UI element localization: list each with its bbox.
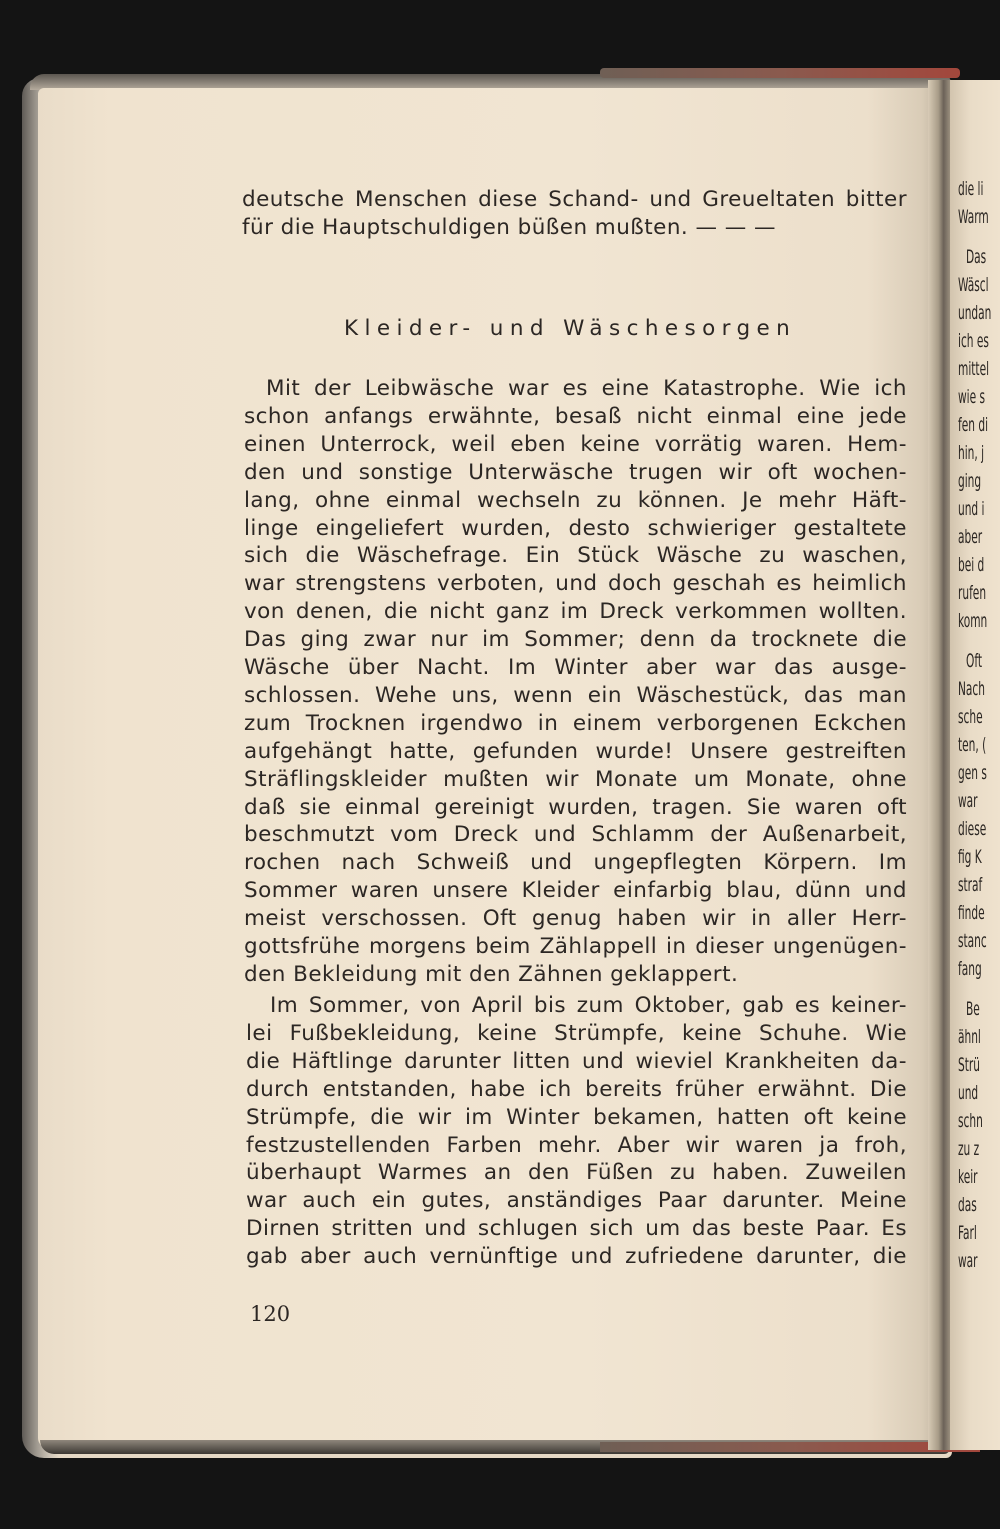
text-line: gab aber auch vernünftige und zufriedene darunter, die	[246, 1244, 907, 1270]
right-page	[950, 80, 1000, 1450]
facing-page-fragment: ten, (	[958, 734, 987, 756]
facing-page-fragment: keir	[958, 1166, 978, 1188]
text-line: zum Trocknen irgendwo in einem verborgenen Eckchen	[244, 710, 907, 736]
text-line: einen Unterrock, weil eben keine vorrätig waren. Hem-	[244, 431, 907, 457]
text-line: den Bekleidung mit den Zähnen geklappert.	[244, 961, 739, 987]
text-line: Das ging zwar nur im Sommer; denn da trocknete die	[244, 627, 907, 653]
facing-page-fragment: ging	[958, 470, 982, 492]
facing-page-fragment: fig K	[958, 846, 982, 868]
facing-page-fragment: schn	[958, 1110, 983, 1132]
facing-page-fragment: aber	[958, 526, 983, 548]
text-line: lang, ohne einmal wechseln zu können. Je mehr Häft-	[244, 487, 907, 513]
text-line: beschmutzt vom Dreck und Schlamm der Außenarbeit,	[244, 822, 907, 848]
text-line: Strümpfe, die wir im Winter bekamen, hatten oft keine	[246, 1104, 907, 1130]
facing-page-fragment: Farl	[958, 1222, 977, 1244]
text-line: rochen nach Schweiß und ungepflegten Körpern. Im	[244, 850, 907, 876]
text-line: von denen, die nicht ganz im Dreck verkommen wollten.	[244, 599, 907, 625]
text-line: Im Sommer, von April bis zum Oktober, gab es keiner-	[270, 993, 907, 1018]
facing-page-fragment: Warm	[958, 206, 989, 228]
text-line: deutsche Menschen diese Schand- und Greueltaten bitter	[242, 187, 907, 212]
text-line: für die Hauptschuldigen büßen mußten. — — —	[242, 215, 776, 240]
text-line: Sommer waren unsere Kleider einfarbig blau, dünn und	[244, 878, 907, 904]
text-line: durch entstanden, habe ich bereits früher erwähnt. Die	[246, 1076, 907, 1102]
text-line: überhaupt Warmes an den Füßen zu haben. Zuweilen	[246, 1160, 907, 1186]
text-line: Wäsche über Nacht. Im Winter aber war das ausge-	[244, 655, 907, 680]
text-line: die Häftlinge darunter litten und wieviel Krankheiten da-	[246, 1048, 907, 1074]
facing-page-fragment: Oft	[966, 650, 983, 672]
facing-page-fragment: war	[958, 790, 978, 812]
text-line: meist verschossen. Oft genug haben wir in aller Herr-	[244, 906, 907, 932]
text-line: war strengstens verboten, und doch geschah es heimlich	[244, 571, 907, 597]
facing-page-fragment: ähnl	[958, 1026, 981, 1048]
facing-page-fragment: diese	[958, 818, 987, 840]
page-number: 120	[250, 1302, 291, 1326]
facing-page-fragment: Das	[966, 246, 987, 268]
facing-page-fragment: gen s	[958, 762, 987, 784]
facing-page-fragment: das	[958, 1194, 977, 1216]
section-heading: Kleider- und Wäschesorgen	[344, 316, 797, 341]
text-line: gottsfrühe morgens beim Zählappell in dieser ungenügen-	[244, 934, 907, 959]
facing-page-fragment: hin, j	[958, 442, 985, 464]
facing-page-fragment: und i	[958, 498, 985, 520]
facing-page-fragment: straf	[958, 874, 983, 896]
text-line: lei Fußbekleidung, keine Strümpfe, keine Schuhe. Wie	[246, 1020, 907, 1046]
facing-page-fragment: Wäscl	[958, 274, 989, 296]
facing-page-fragment: bei d	[958, 554, 985, 576]
facing-page-fragment: undan	[958, 302, 992, 324]
text-line: schlossen. Wehe uns, wenn ein Wäschestück, das man	[244, 682, 907, 708]
facing-page-fragment: stanc	[958, 930, 987, 952]
text-line: linge eingeliefert wurden, desto schwieriger gestaltete	[244, 515, 907, 541]
facing-page-fragment: zu z	[958, 1138, 980, 1160]
facing-page-fragment: finde	[958, 902, 985, 924]
book-top-edge-red	[600, 68, 960, 78]
facing-page-fragment: wie s	[958, 386, 986, 408]
text-line: sich die Wäschefrage. Ein Stück Wäsche zu waschen,	[244, 543, 907, 569]
text-line: den und sonstige Unterwäsche trugen wir oft wochen-	[244, 459, 907, 485]
facing-page-fragment: fen di	[958, 414, 989, 436]
text-line: Sträflingskleider mußten wir Monate um Monate, ohne	[244, 766, 907, 792]
facing-page-fragment: komn	[958, 610, 988, 632]
facing-page-fragment: ich es	[958, 330, 989, 352]
text-line: war auch ein gutes, anständiges Paar darunter. Meine	[246, 1188, 907, 1214]
book-bottom-edge-red	[600, 1442, 980, 1452]
facing-page-fragment: Be	[966, 998, 980, 1020]
facing-page-fragment: mittel	[958, 358, 990, 380]
text-line: festzustellenden Farben mehr. Aber wir waren ja froh,	[246, 1132, 907, 1158]
facing-page-fragment: und	[958, 1082, 979, 1104]
facing-page-fragment: sche	[958, 706, 983, 728]
facing-page-fragment: Strü	[958, 1054, 980, 1076]
facing-page-fragment: rufen	[958, 582, 987, 604]
text-line: Mit der Leibwäsche war es eine Katastrophe. Wie ich	[266, 376, 907, 401]
text-line: schon anfangs erwähnte, besaß nicht einmal eine jede	[244, 403, 907, 429]
text-line: daß sie einmal gereinigt wurden, tragen. Sie waren oft	[244, 794, 907, 820]
text-line: aufgehängt hatte, gefunden wurde! Unsere gestreiften	[244, 738, 907, 764]
facing-page-fragment: die li	[958, 178, 984, 200]
facing-page-fragment: fang	[958, 958, 982, 980]
facing-page-fragment: war	[958, 1250, 978, 1272]
facing-page-fragment: Nach	[958, 678, 985, 700]
text-line: Dirnen stritten und schlugen sich um das beste Paar. Es	[246, 1216, 907, 1242]
